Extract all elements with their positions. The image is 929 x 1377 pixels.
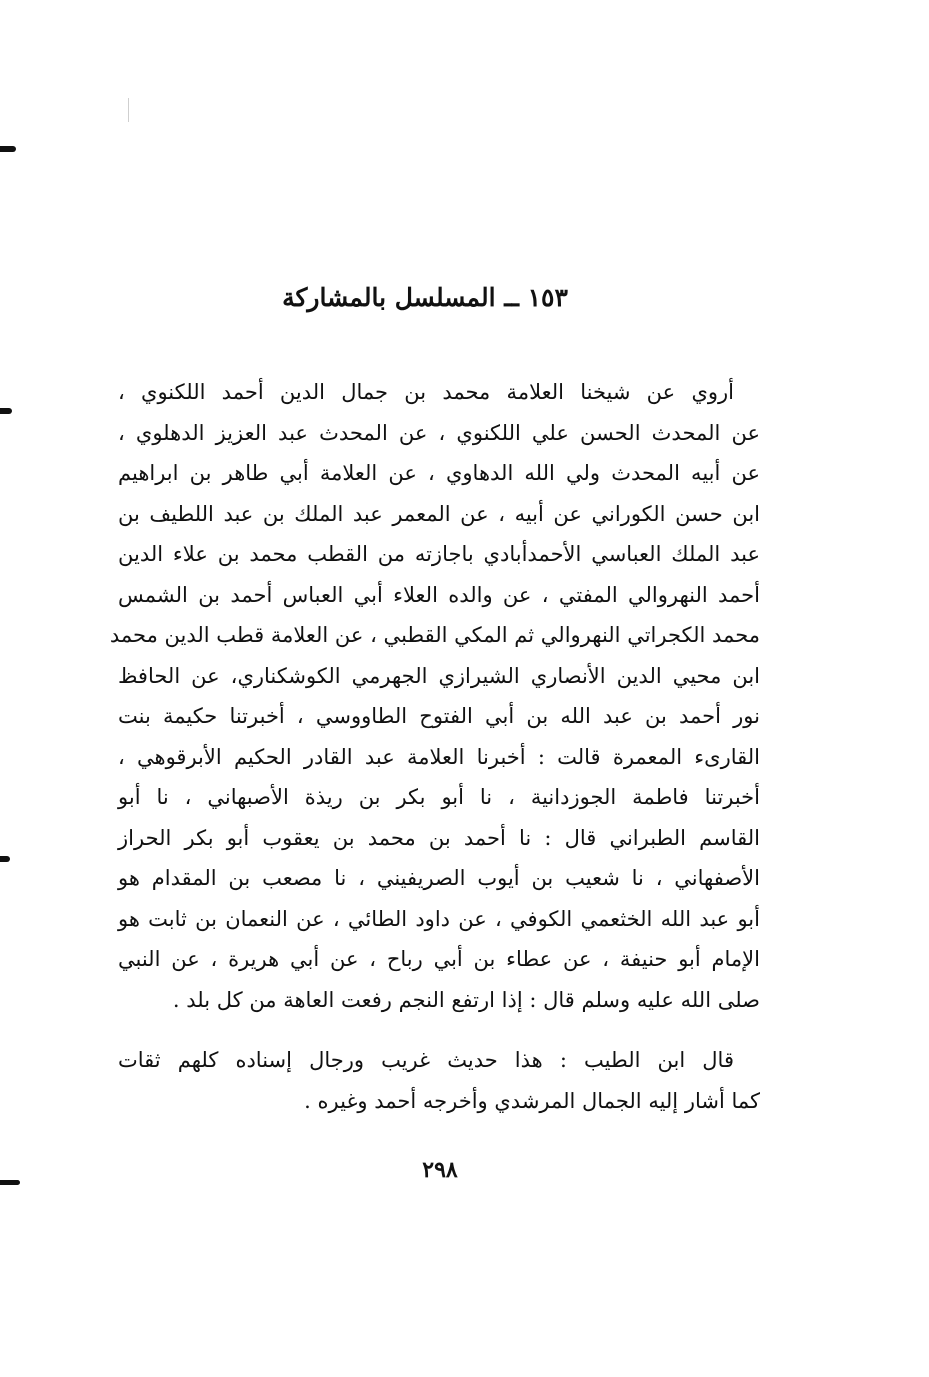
scan-edge-mark — [0, 856, 10, 862]
text-line: القاسم الطبراني قال : نا أحمد بن محمد بن يعقوب أبو بكر الحراز — [118, 825, 760, 850]
scan-edge-mark — [0, 408, 12, 414]
text-line: ابن حسن الكوراني عن أبيه ، عن المعمر عبد الملك بن عبد اللطيف بن — [118, 501, 760, 526]
text-line: كما أشار إليه الجمال المرشدي وأخرجه أحمد وغيره . — [304, 1088, 760, 1113]
closing-paragraph — [118, 1040, 760, 1121]
text-line: صلى الله عليه وسلم قال : إذا ارتفع النجم رفعت العاهة من كل بلد . — [172, 987, 760, 1012]
page-number: ٢٩٨ — [422, 1157, 458, 1183]
section-heading: ١٥٣ ــ المسلسل بالمشاركة — [282, 283, 568, 312]
text-line: عن المحدث الحسن علي اللكنوي ، عن المحدث عبد العزيز الدهلوي ، — [118, 420, 760, 445]
main-paragraph — [109, 372, 761, 1020]
scan-edge-mark — [0, 146, 16, 152]
text-line: أحمد النهروالي المفتي ، عن والده العلاء أبي العباس أحمد بن الشمس — [118, 582, 760, 607]
scan-edge-mark — [0, 1180, 20, 1185]
text-line: قال ابن الطيب : هذا حديث غريب ورجال إسناده كلهم ثقات — [118, 1048, 734, 1072]
text-line: عن أبيه المحدث ولي الله الدهاوي ، عن العلامة أبي طاهر بن ابراهيم — [118, 461, 760, 485]
text-line: أبو عبد الله الخثعمي الكوفي ، عن داود الطائي ، عن النعمان بن ثابت هو — [118, 906, 760, 931]
text-line: القارىء المعمرة قالت : أخبرنا العلامة عبد القادر الحكيم الأبرقوهي ، — [118, 744, 760, 769]
text-line: الأصفهاني ، نا شعيب بن أيوب الصريفيني ، نا مصعب بن المقدام هو — [118, 866, 760, 890]
text-line: عبد الملك العباسي الأحمدأبادي باجازته من القطب محمد بن علاء الدين — [118, 542, 761, 566]
text-line: أخبرتنا فاطمة الجوزدانية ، نا أبو بكر بن ريذة الأصبهاني ، نا أبو — [118, 785, 760, 809]
text-line: الإمام أبو حنيفة ، عن عطاء بن أبي رباح ، عن أبي هريرة ، عن النبي — [118, 947, 760, 971]
text-line: أروي عن شيخنا العلامة محمد بن جمال الدين أحمد اللكنوي ، — [118, 380, 734, 404]
text-line: ابن محيي الدين الأنصاري الشيرازي الجهرمي الكوشكناري، عن الحافظ — [118, 663, 760, 688]
scan-artifact-mark — [128, 98, 129, 122]
text-line: نور أحمد بن عبد الله بن أبي الفتوح الطاووسي ، أخبرتنا حكيمة بنت — [118, 704, 760, 728]
text-line: محمد الكجراتي النهروالي ثم المكي القطبي ، عن العلامة قطب الدين محمد — [109, 623, 760, 647]
